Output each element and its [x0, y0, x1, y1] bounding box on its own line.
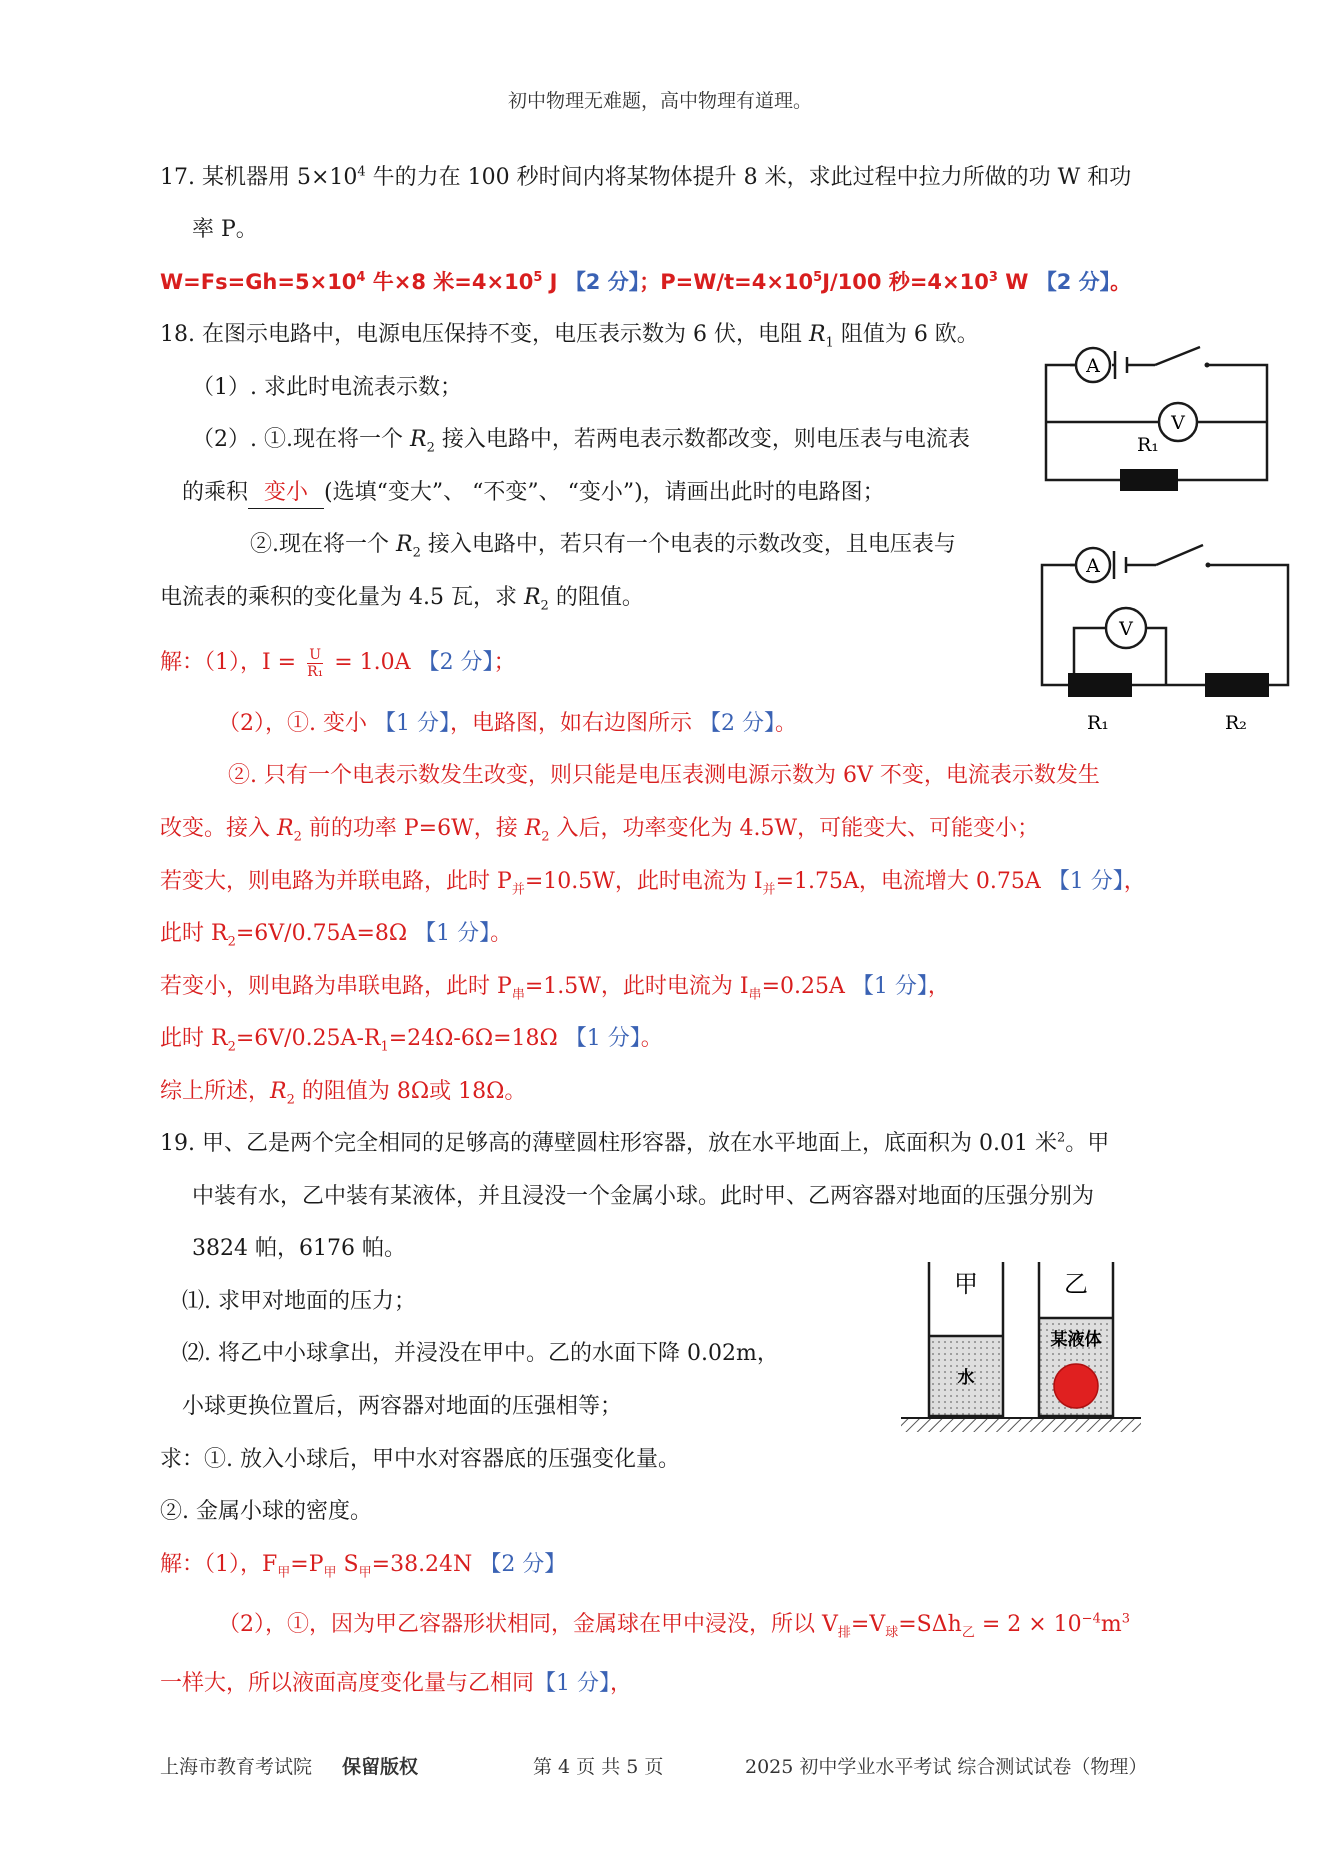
q19-solution-1: 解：（1），$F_甲=P_甲$ $S_甲=38.24N$ 【2 分】 — [160, 1552, 567, 1581]
q18-solution-8: 此时 $R_2=6V/0.25A-R_1=24\Omega-6\Omega=18\Omega$ 【1 分】。 — [160, 1026, 663, 1055]
circuit-diagram-2 — [1030, 535, 1300, 750]
liquid-label: 某液体 — [1050, 1330, 1102, 1350]
q18-line3: （2）. ①.现在将一个 $R_2$ 接入电路中，若两电表示数都改变，则电压表与电流表 — [192, 427, 970, 456]
q19-line5: ⑵. 将乙中小球拿出，并浸没在甲中。乙的水面下降 0.02m， — [182, 1341, 779, 1366]
circuit-diagram-1 — [1030, 335, 1290, 500]
container-yi-label: 乙 — [1064, 1270, 1088, 1298]
resistor-r1-icon — [1120, 469, 1178, 491]
q18-solution-3: ②. 只有一个电表示数发生改变，则只能是电压表测电源示数为 6V 不变，电流表示数发生 — [228, 763, 1100, 788]
q19-solution-2: （2），①，因为甲乙容器形状相同，金属球在甲中浸没，所以 $V_排=V_球=S\Delta h_乙 = 2 \times 10^{-4}m^3$ — [218, 1611, 1130, 1641]
q19-solution-3: 一样大，所以液面高度变化量与乙相同【1 分】， — [160, 1671, 633, 1696]
q19-line2: 中装有水，乙中装有某液体，并且浸没一个金属小球。此时甲、乙两容器对地面的压强分别为 — [192, 1184, 1095, 1209]
q17-answer: $W=Fs=Gh=5\times 10^4$ 牛×8 米$=4\times 10^5$ J 【2 分】；$P=W/t=4\times 10^5J/100$ 秒$=4\times 10^3$ W 【2 分】。 — [160, 270, 1132, 294]
r1-label: R₁ — [1137, 434, 1159, 456]
q18-line1: 18. 在图示电路中，电源电压保持不变，电压表示数为 6 伏，电阻 $R_1$ 阻值为 6 欧。 — [160, 322, 979, 351]
footer-page: 第 4 页 共 5 页 — [533, 1756, 664, 1778]
q18-solution-6: 此时 $R_2=6V/0.75A=8\Omega$ 【1 分】。 — [160, 921, 513, 950]
q19-line6: 小球更换位置后，两容器对地面的压强相等； — [182, 1394, 623, 1419]
q18-line2: （1）. 求此时电流表示数； — [192, 375, 462, 400]
containers-diagram — [895, 1250, 1145, 1440]
r1-label: R₁ — [1087, 712, 1109, 734]
q19-line7: 求：①. 放入小球后，甲中水对容器底的压强变化量。 — [160, 1447, 680, 1472]
page-header: 初中物理无难题，高中物理有道理。 — [507, 90, 812, 112]
q18-line6: 电流表的乘积的变化量为 4.5 瓦，求 $R_2$ 的阻值。 — [160, 585, 644, 614]
q18-solution-1: 解：（1），I = $\frac{U}{\text{R₁}}$ = 1.0A 【2 分】； — [160, 646, 516, 680]
q18-solution-9: 综上所述，$R_2$ 的阻值为 8Ω或 18Ω。 — [160, 1079, 527, 1108]
q17-line1: 17. 某机器用 $5\times 10^4$ 牛的力在 100 秒时间内将某物体提升 8 米，求此过程中拉力所做的功 W 和功 — [160, 164, 1132, 190]
q19-line3: 3824 帕，6176 帕。 — [192, 1236, 406, 1261]
q17-line2: 率 P。 — [192, 217, 258, 242]
q18-solution-2: （2），①. 变小 【1 分】，电路图，如右边图所示 【2 分】。 — [218, 711, 797, 736]
q19-line4: ⑴. 求甲对地面的压力； — [182, 1289, 416, 1314]
q19-line1: 19. 甲、乙是两个完全相同的足够高的薄壁圆柱形容器，放在水平地面上，底面积为 0.01 米$^2$。甲 — [160, 1130, 1110, 1156]
q18-solution-7: 若变小，则电路为串联电路，此时 $P_串=1.5W$，此时电流为 $I_串=0.25A$ 【1 分】， — [160, 974, 950, 1003]
voltmeter-label: V — [1119, 618, 1133, 640]
footer-exam: 2025 初中学业水平考试 综合测试试卷（物理） — [745, 1756, 1148, 1778]
resistor-r1-icon — [1068, 673, 1132, 697]
ammeter-label: A — [1086, 355, 1100, 377]
voltmeter-label: V — [1171, 412, 1185, 434]
metal-ball-icon — [1054, 1364, 1098, 1408]
water-label: 水 — [957, 1368, 975, 1388]
q18-solution-5: 若变大，则电路为并联电路，此时 $P_并=10.5W$，此时电流为 $I_并=1.75A$，电流增大 0.75A 【1 分】， — [160, 869, 1146, 898]
q18-line5: ②.现在将一个 $R_2$ 接入电路中，若只有一个电表的示数改变，且电压表与 — [250, 532, 956, 561]
resistor-r2-icon — [1205, 673, 1269, 697]
container-jia-label: 甲 — [954, 1270, 978, 1298]
q19-line8: ②. 金属小球的密度。 — [160, 1499, 372, 1524]
q18-line4: 的乘积 变小 (选填“变大”、 “不变”、 “变小”)，请画出此时的电路图； — [182, 478, 885, 509]
r2-label: R₂ — [1225, 712, 1247, 734]
footer-rights: 保留版权 — [342, 1756, 419, 1778]
q18-solution-4: 改变。接入 $R_2$ 前的功率 P=6W，接 $R_2$ 入后，功率变化为 4.5W，可能变大、可能变小； — [160, 816, 1040, 845]
ammeter-label: A — [1086, 555, 1100, 577]
footer-org: 上海市教育考试院 — [160, 1756, 313, 1778]
q18-blank-answer: 变小 — [248, 478, 324, 509]
